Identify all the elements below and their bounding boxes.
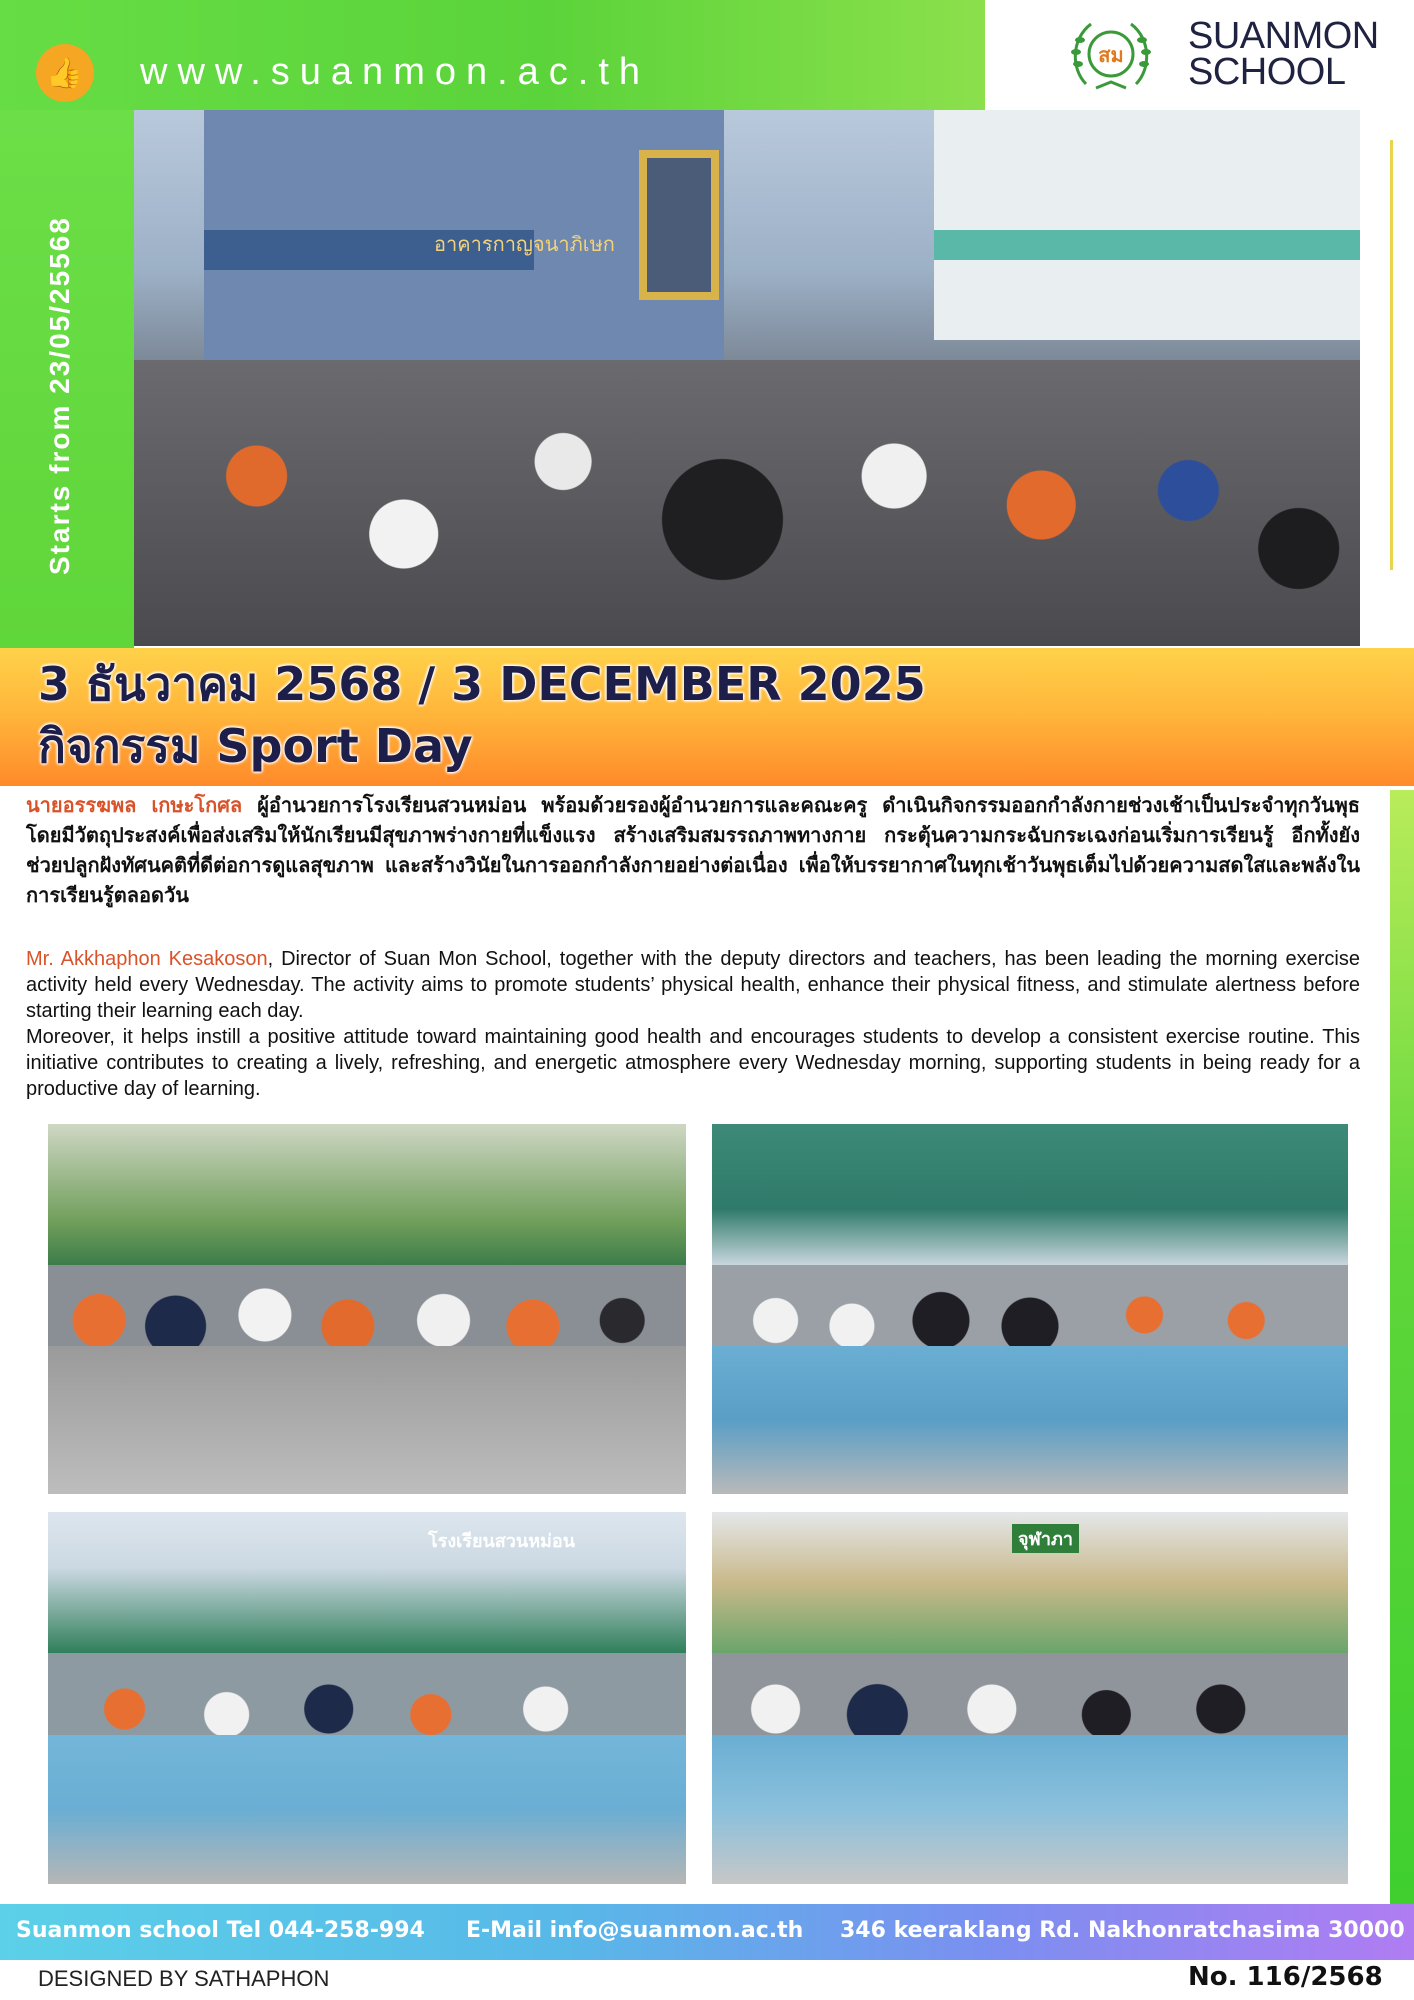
activity-photo-1 [48, 1124, 686, 1494]
thumbs-up-icon: 👍 [36, 44, 94, 102]
headline-date: 3 ธันวาคม 2568 / 3 DECEMBER 2025 [38, 657, 926, 711]
students-crowd [134, 360, 1360, 646]
contact-footer [0, 1904, 1414, 1960]
school-seal-logo [1066, 14, 1156, 98]
school-name-line2: SCHOOL [1188, 51, 1346, 93]
website-url[interactable]: www.suanmon.ac.th [140, 51, 651, 93]
footer-email[interactable]: E-Mail info@suanmon.ac.th [466, 1918, 804, 1943]
english-paragraph [26, 946, 1360, 1102]
school-name-line1: SUANMON [1188, 15, 1379, 57]
photo-3-sign: โรงเรียนสวนหม่อน [428, 1531, 576, 1552]
english-paragraph-2: Moreover, it helps instill a positive attitude toward maintaining good health and encourages students to develop a consistent exercise routine. This initiative contributes to creating a lively, refreshing, and energetic atmosphere every Wednesday morning, supporting students in being ready for a productive day of learning. [26, 1026, 1360, 1100]
activity-photo-3 [48, 1512, 686, 1884]
thai-director-name: นายอรรฆพล เกษะโกศล [26, 793, 243, 817]
activity-photo-2 [712, 1124, 1348, 1494]
thai-body: ผู้อำนวยการโรงเรียนสวนหม่อน พร้อมด้วยรองผู้อำนวยการและคณะครู ดำเนินกิจกรรมออกกำลังกายช่วงเช้าเป็นประจำทุกวันพุธ โดยมีวัตถุประสงค์เพื่อส่งเสริมให้นักเรียนมีสุขภาพร่างกายที่แข็งแรง สร้างเสริมสมรรถภาพทางกาย กระตุ้นความกระฉับกระเฉงก่อนเริ่มการเรียนรู้ อีกทั้งยังช่วยปลูกฝังทัศนคติที่ดีต่อการดูแลสุขภาพ และสร้างวินัยในการออกกำลังกายอย่างต่อเนื่อง เพื่อให้บรรยากาศในทุกเช้าวันพุธเต็มไปด้วยความสดใสและพลังในการเรียนรู้ตลอดวัน [26, 793, 1360, 907]
designer-credit: DESIGNED BY SATHAPHON [38, 1966, 330, 1991]
issue-number: No. 116/2568 [1188, 1962, 1383, 1992]
right-green-stripe [1390, 790, 1414, 1910]
photo-4-sign: จุฬาภา [1012, 1524, 1079, 1553]
footer-address: 346 keeraklang Rd. Nakhonratchasima 30000 [840, 1918, 1405, 1943]
english-body-1: , Director of Suan Mon School, together with the deputy directors and teachers, has been leading the morning exercise activity held every Wednesday. The activity aims to promote students’ physical health, enhance their physical fitness, and stimulate alertness before starting their learning each day. [26, 948, 1360, 1022]
building-right [934, 110, 1360, 340]
headline-title: กิจกรรม Sport Day [38, 719, 473, 773]
thai-paragraph [26, 790, 1360, 910]
right-accent-line [1390, 140, 1393, 570]
hero-photo [134, 110, 1360, 646]
seal-lettering: สม [1098, 43, 1124, 67]
english-director-name: Mr. Akkhaphon Kesakoson [26, 948, 268, 970]
royal-portrait [639, 150, 719, 300]
building-sign: อาคารกาญจนาภิเษก [434, 232, 615, 256]
activity-photo-4 [712, 1512, 1348, 1884]
english-paragraph-1 [26, 946, 1360, 1024]
school-name [1188, 15, 1388, 93]
start-date-note: Starts from 23/05/25568 [44, 216, 75, 575]
footer-school-tel[interactable]: Suanmon school Tel 044-258-994 [16, 1918, 425, 1943]
